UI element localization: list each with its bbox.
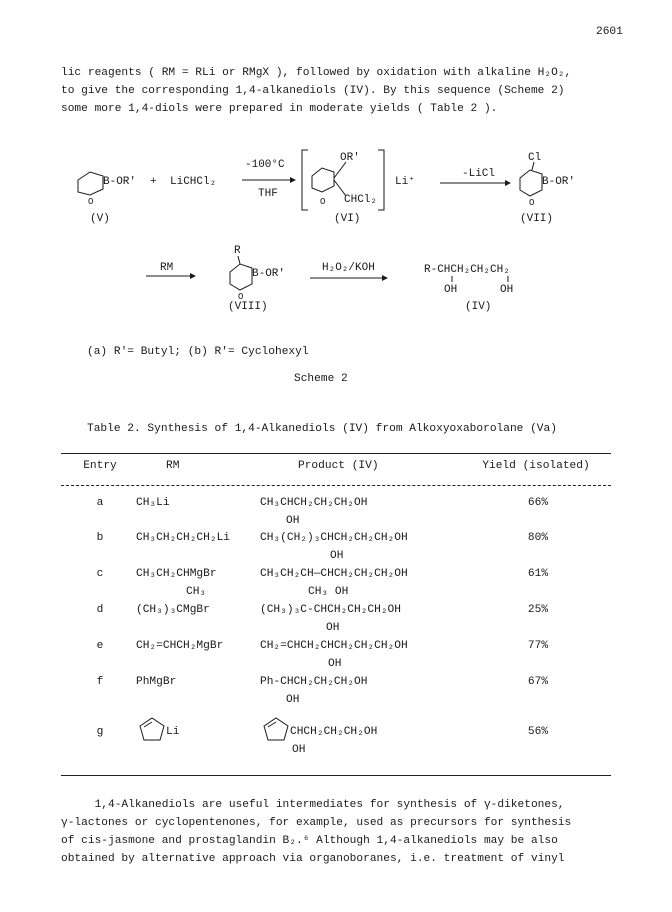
product-oh: OH [286,515,300,527]
cond-temp: -100°C [245,159,285,171]
header-entry: Entry [83,460,117,472]
product-iv: R-CHCH₂CH₂CH₂ [424,264,510,276]
product-substituent: CH₃ OH [308,586,349,598]
rm-substituent: CH₃ [186,586,207,598]
yield-cell: 67% [527,676,549,688]
table-row [0,726,672,766]
product-cell: CH₃(CH₂)₃CHCH₂CH₂CH₂OH [260,532,408,544]
entry-cell: c [96,568,104,580]
label-viii: (VIII) [228,301,268,313]
product-oh: OH [328,658,342,670]
li-plus: Li⁺ [395,176,415,188]
intro-line: some more 1,4-diols were prepared in moderate yields ( Table 2 ). [61,103,498,115]
viii-bor: B-OR' [252,268,286,280]
table-row [0,640,672,680]
compound-vii [520,162,542,196]
vii-bor: B-OR' [542,176,576,188]
compound-v [78,172,103,195]
product-cell: CHCH₂CH₂CH₂OH [290,726,378,738]
entry-cell: g [96,726,104,738]
intro-line: lic reagents ( RM = RLi or RMgX ), followed by oxidation with alkaline H₂O₂, [61,67,572,79]
rm-cell: CH₃Li [136,497,170,509]
label-v: (V) [90,213,110,225]
table-caption: Table 2. Synthesis of 1,4-Alkanediols (IV) from Alkoxyoxaborolane (Va) [87,423,557,435]
table-row [0,532,672,572]
entry-cell: e [96,640,104,652]
yield-cell: 80% [527,532,549,544]
table-row [0,676,672,716]
yield-cell: 25% [527,604,549,616]
furyl-ring-icon [258,716,294,746]
rm-cell: CH₃CH₂CHMgBr [136,568,217,580]
label-iv: (IV) [465,301,492,313]
header-yield: Yield (isolated) [482,460,590,472]
product-cell: (CH₃)₃C-CHCH₂CH₂CH₂OH [260,604,401,616]
oxidant: H₂O₂/KOH [322,262,375,274]
table-row [0,604,672,644]
table-top-rule [61,453,611,454]
closing-line: 1,4-Alkanediols are useful intermediates for synthesis of γ-diketones, [61,799,565,811]
vi-o: O [320,197,326,207]
iv-oh2: OH [500,284,514,296]
page-number: 2601 [596,26,623,38]
product-cell: CH₃CH₂CH—CHCH₂CH₂CH₂OH [260,568,408,580]
compound-viii [230,256,252,290]
label-vi: (VI) [334,213,361,225]
scheme-2-diagram [0,0,672,330]
iv-oh1: OH [444,284,458,296]
entry-cell: b [96,532,104,544]
table-bottom-rule [61,775,611,776]
rm-cell: Li [166,726,180,738]
product-cell: CH₃CHCH₂CH₂CH₂OH [260,497,368,509]
header-rm: RM [166,460,180,472]
header-product: Product (IV) [298,460,379,472]
entry-cell: d [96,604,104,616]
closing-line: γ-lactones or cyclopentenones, for example, used as precursors for synthesis [61,817,572,829]
closing-line: of cis-jasmone and prostaglandin B₂.⁶ Although 1,4-alkanediols may be also [61,835,558,847]
reagent-lichcl2: LiCHCl₂ [170,176,217,188]
yield-cell: 56% [527,726,549,738]
yield-cell: 61% [527,568,549,580]
product-cell: Ph-CHCH₂CH₂CH₂OH [260,676,368,688]
plus-sign: + [150,176,157,188]
rm-cell: CH₂=CHCH₂MgBr [136,640,224,652]
scheme-caption: Scheme 2 [294,373,348,385]
compound-v-bor: B-OR' [103,176,137,188]
rm-cell: (CH₃)₃CMgBr [136,604,210,616]
vi-chcl2: CHCl₂ [344,194,378,206]
viii-o: O [238,292,244,302]
product-cell: CH₂=CHCH₂CHCH₂CH₂CH₂OH [260,640,408,652]
vi-or: OR' [340,152,360,164]
table-row [0,568,672,608]
vii-cl: Cl [528,152,542,164]
intro-line: to give the corresponding 1,4-alkanediols (IV). By this sequence (Scheme 2) [61,85,565,97]
yield-cell: 66% [527,497,549,509]
table-header-rule [61,485,611,486]
table-row [0,497,672,537]
viii-r: R [234,245,241,257]
substituent-note: (a) R'= Butyl; (b) R'= Cyclohexyl [87,346,309,358]
rm-cell: PhMgBr [136,676,177,688]
rm-cell: CH₃CH₂CH₂CH₂Li [136,532,230,544]
rm-reagent: RM [160,262,174,274]
label-vii: (VII) [520,213,554,225]
compound-v-o: O [88,197,94,207]
product-oh: OH [286,694,300,706]
product-oh: OH [330,550,344,562]
vii-o: O [529,198,535,208]
closing-paragraph [61,796,571,868]
closing-line: obtained by alternative approach via organoboranes, i.e. treatment of vinyl [61,853,565,865]
entry-cell: f [96,676,104,688]
cond-solvent: THF [258,188,278,200]
yield-cell: 77% [527,640,549,652]
entry-cell: a [96,497,104,509]
furyl-ring-icon [134,716,170,746]
product-oh: OH [326,622,340,634]
product-oh: OH [292,744,306,756]
licl: -LiCl [462,168,496,180]
